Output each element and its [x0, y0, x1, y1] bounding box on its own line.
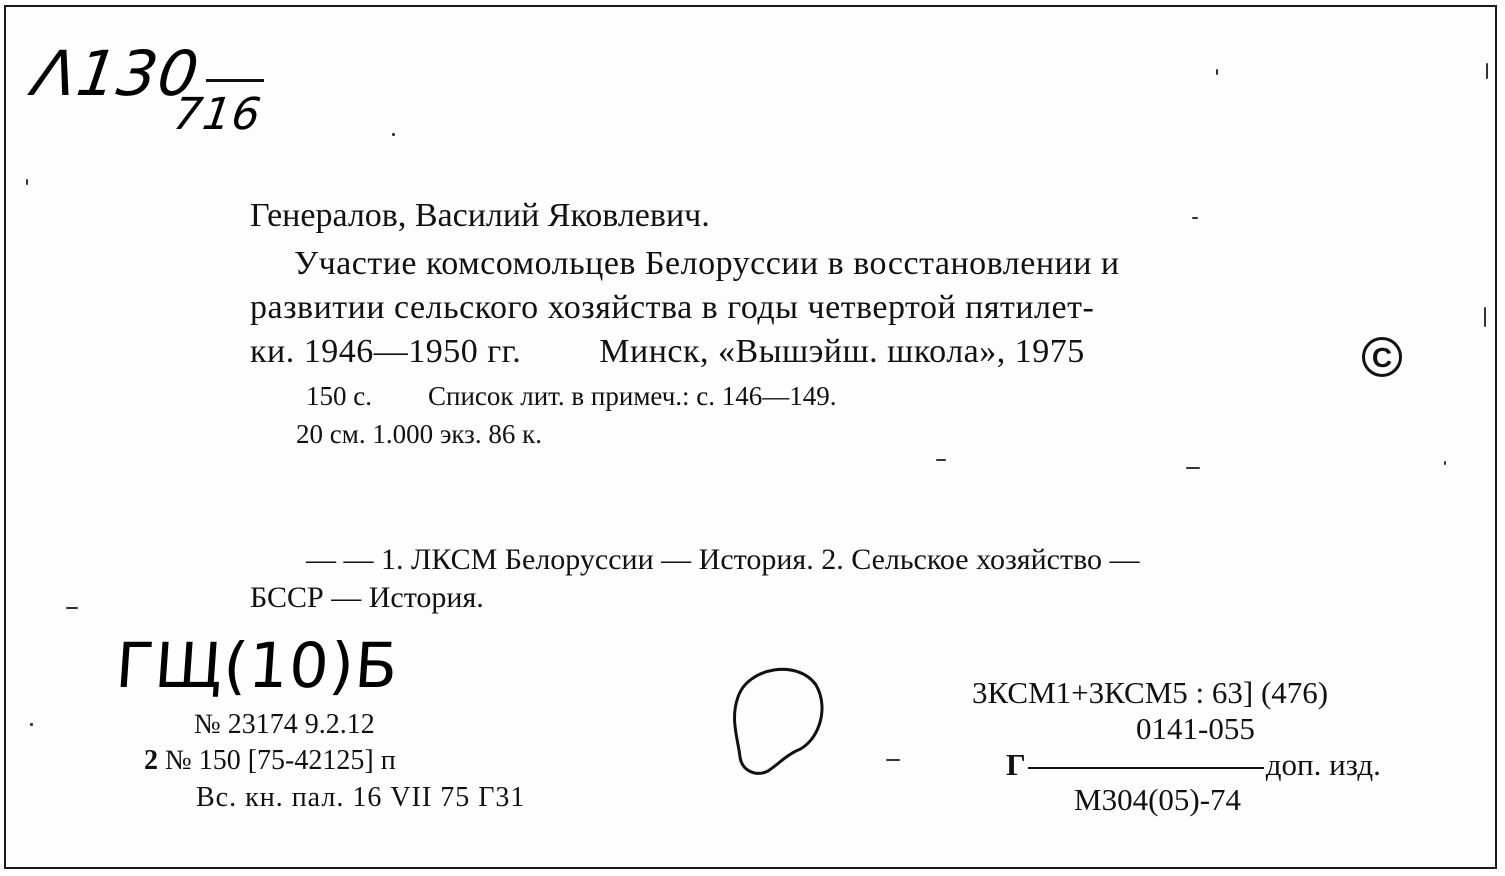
order-number [144, 745, 396, 777]
order-prefix: 2 [144, 745, 158, 776]
bbk-formula [1006, 747, 1381, 783]
speck [1216, 69, 1218, 75]
speck [392, 133, 395, 136]
size-price-line: 20 см. 1.000 экз. 86 к. [296, 419, 542, 449]
oval-stamp-mark [724, 659, 834, 779]
bbk-code: 0141-055 [1136, 711, 1255, 746]
bbk-series: М304(05)-74 [1074, 782, 1242, 817]
handwritten-fraction-bar [206, 79, 264, 82]
handwritten-classification: ГЩ(10)Б [113, 629, 401, 702]
speck [1486, 63, 1488, 79]
order-rest: № 150 [75-42125] п [158, 745, 396, 776]
title-years: ки. 1946—1950 гг. [250, 333, 522, 370]
handwritten-shelf-number: Λ130 [28, 37, 204, 110]
speck [886, 759, 900, 761]
speck [1186, 467, 1200, 469]
title-line-3 [250, 333, 1085, 371]
handwritten-shelf-sub: 716 [170, 89, 265, 140]
title-line-1: Участие комсомольцев Белоруссии в восстановлении и [294, 245, 1120, 282]
catalog-card [4, 5, 1497, 869]
speck [1192, 217, 1198, 219]
imprint: Минск, «Вышэйш. школа», 1975 [599, 333, 1085, 370]
subject-headings-line-2: БССР — История. [250, 581, 484, 614]
pages: 150 с. [306, 381, 372, 411]
bbk-rule [1028, 767, 1264, 769]
speck [1484, 307, 1486, 327]
speck [936, 459, 946, 461]
bbk-index: 3КСМ1+3КСМ5 : 63] (476) [972, 675, 1329, 710]
copyright-icon: C [1362, 337, 1402, 377]
speck [66, 607, 78, 609]
collation-line [306, 381, 837, 412]
speck [1444, 461, 1446, 465]
bbk-letter: Г [1006, 747, 1026, 782]
author-heading: Генералов, Василий Яковлевич. [250, 197, 710, 234]
subject-headings-line-1: — — 1. ЛКСМ Белоруссии — История. 2. Сельское хозяйство — [306, 543, 1140, 576]
book-chamber-line: Вс. кн. пал. 16 VII 75 Г31 [196, 782, 526, 813]
registry-number: № 23174 9.2.12 [194, 709, 375, 740]
bibliography-note: Список лит. в примеч.: с. 146—149. [427, 381, 837, 411]
title-line-2: развитии сельского хозяйства в годы четвертой пятилет- [250, 289, 1095, 326]
bbk-edition-note: доп. изд. [1265, 747, 1381, 782]
speck [30, 723, 33, 726]
speck [26, 179, 28, 185]
